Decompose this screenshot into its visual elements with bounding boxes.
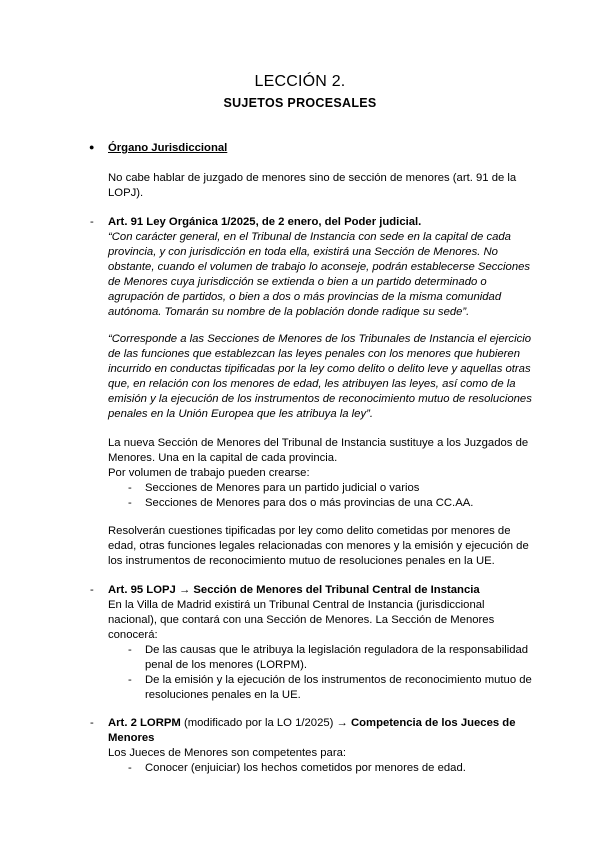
quote-line: penales en la Unión Europea que les atribuya la ley”. — [108, 408, 374, 420]
quote-line: agrupación de partidos, o bien a dos o más provincias de la misma comunidad — [108, 291, 502, 303]
section-heading-art91: Art. 91 Ley Orgánica 1/2025, de 2 enero, del Poder judicial. — [108, 216, 422, 228]
list-dash: - — [128, 762, 132, 774]
section-heading-organo: Órgano Jurisdiccional — [108, 142, 228, 154]
list-item: penal de los menores (LORPM). — [145, 659, 307, 671]
quote-line: de Menores cuya jurisdicción se extienda o bien a un partido determinado o — [108, 276, 487, 288]
quote-line: que, en relación con los menores de edad, les atribuyen las leyes, así como de la — [108, 378, 516, 390]
dash-marker: - — [90, 717, 94, 729]
list-item: Secciones de Menores para dos o más provincias de una CC.AA. — [145, 497, 474, 509]
quote-line: “Corresponde a las Secciones de Menores de los Tribunales de Instancia el ejercicio — [108, 333, 532, 345]
heading-part: Art. 2 LORPM — [108, 717, 181, 729]
list-dash: - — [128, 482, 132, 494]
paragraph-line: No cabe hablar de juzgado de menores sino de sección de menores (art. 91 de la — [108, 172, 517, 184]
heading-continuation: Menores — [108, 732, 155, 744]
page-subtitle: SUJETOS PROCESALES — [223, 96, 377, 110]
list-dash: - — [128, 497, 132, 509]
list-item: resoluciones penales en la UE. — [145, 689, 301, 701]
paragraph-line: Los Jueces de Menores son competentes para: — [108, 747, 347, 759]
paragraph-line: Menores. Una en la capital de cada provincia. — [108, 452, 338, 464]
paragraph-line: LOPJ). — [108, 187, 144, 199]
section-heading-art2 — [108, 716, 515, 731]
quote-line: obstante, cuando el volumen de trabajo lo aconseje, podrán establecerse Secciones — [108, 261, 531, 273]
quote-line: de las funciones que establezcan las leyes penales con los menores que hubieren — [108, 348, 520, 360]
section-heading-art95: Art. 95 LOPJ → Sección de Menores del Tribunal Central de Instancia — [108, 584, 480, 596]
quote-line: emisión y la ejecución de los instrumentos de reconocimiento mutuo de resoluciones — [108, 393, 532, 405]
heading-part: → Competencia de los Jueces de — [336, 717, 516, 729]
list-dash: - — [128, 644, 132, 656]
dash-marker: - — [90, 584, 94, 596]
list-dash: - — [128, 674, 132, 686]
paragraph-line: los instrumentos de reconocimiento mutuo de resoluciones penales en la UE. — [108, 555, 495, 567]
quote-line: “Con carácter general, en el Tribunal de Instancia con sede en la capital de cada — [108, 231, 511, 243]
quote-line: provincia, y con jurisdicción en toda ella, existirá una Sección de Menores. No — [108, 246, 498, 258]
paragraph-line: Resolverán cuestiones tipificadas por ley como delito cometidas por menores de — [108, 525, 511, 537]
list-item: Secciones de Menores para un partido judicial o varios — [145, 482, 420, 494]
list-item: De las causas que le atribuya la legislación reguladora de la responsabilidad — [145, 644, 529, 656]
list-item: Conocer (enjuiciar) los hechos cometidos por menores de edad. — [145, 762, 466, 774]
paragraph-line: La nueva Sección de Menores del Tribunal de Instancia sustituye a los Juzgados de — [108, 437, 529, 449]
paragraph-line: conocerá: — [108, 629, 158, 641]
paragraph-line: edad, otras funciones legales relacionadas con menores y la emisión y ejecución de — [108, 540, 529, 552]
page-title: LECCIÓN 2. — [254, 73, 346, 90]
quote-line: incurrido en conductas tipificadas por la ley como delito o delito leve y aquellas otras — [108, 363, 531, 375]
paragraph-line: nacional), que contará con una Sección de Menores. La Sección de Menores — [108, 614, 495, 626]
quote-line: autónoma. Tomarán su nombre de la población donde radique su sede”. — [108, 306, 470, 318]
dash-marker: - — [90, 216, 94, 228]
heading-part: (modificado por la LO 1/2025) — [180, 717, 337, 729]
paragraph-line: Por volumen de trabajo pueden crearse: — [108, 467, 310, 479]
bullet-icon: ● — [89, 142, 95, 152]
paragraph-line: En la Villa de Madrid existirá un Tribunal Central de Instancia (jurisdiccional — [108, 599, 485, 611]
list-item: De la emisión y la ejecución de los instrumentos de reconocimiento mutuo de — [145, 674, 532, 686]
